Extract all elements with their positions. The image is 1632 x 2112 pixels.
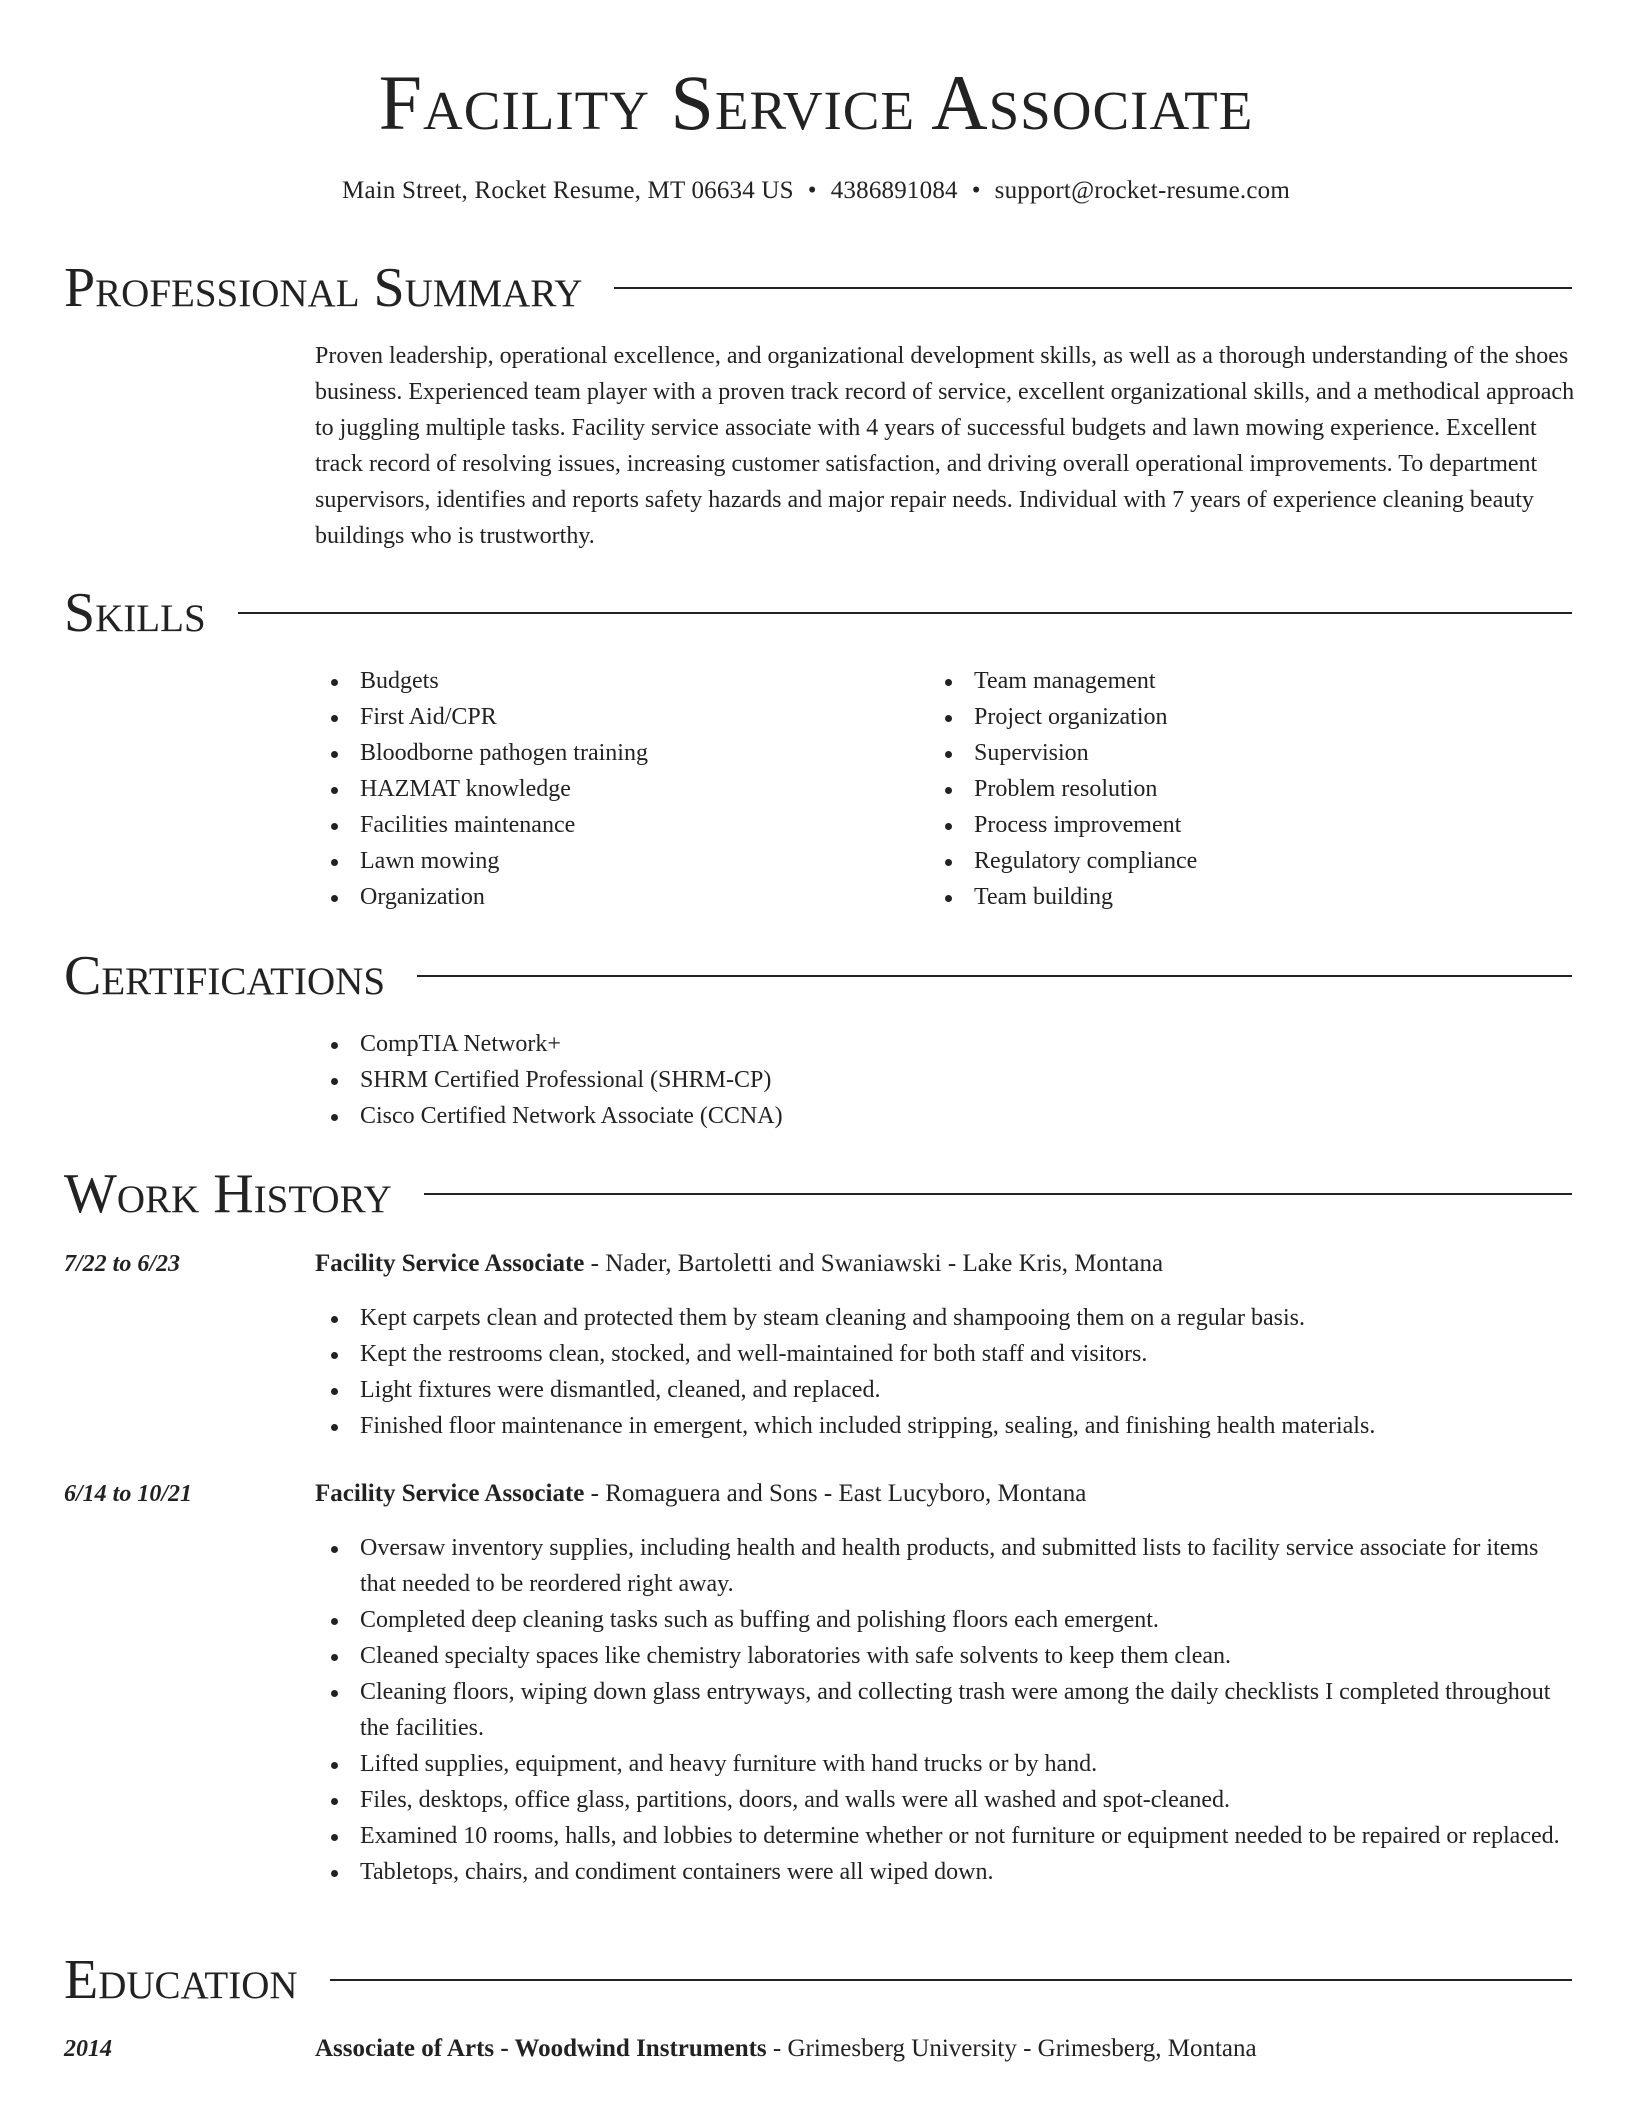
contact-line <box>0 174 1632 208</box>
summary-section-header <box>64 256 1572 320</box>
duty-item: Light fixtures were dismantled, cleaned, and replaced. <box>315 1372 1575 1408</box>
job-dates: 7/22 to 6/23 <box>64 1251 181 1277</box>
duty-item: Oversaw inventory supplies, including health and health products, and submitted lists to facility service associate for items that needed to be reordered right away. <box>315 1530 1575 1602</box>
skill-item: Supervision <box>929 735 1529 771</box>
education-year: 2014 <box>64 2036 112 2062</box>
certification-item: Cisco Certified Network Associate (CCNA) <box>315 1098 1575 1134</box>
job-duties <box>315 1300 1575 1444</box>
section-divider <box>417 975 1572 977</box>
skill-item: Team management <box>929 663 1529 699</box>
skills-section-title: Skills <box>64 582 206 644</box>
duty-item: Cleaning floors, wiping down glass entryways, and collecting trash were among the daily checklists I completed throughout the facilities. <box>315 1674 1575 1746</box>
skill-item: Regulatory compliance <box>929 843 1529 879</box>
job-title: Facility Service Associate <box>315 1480 585 1507</box>
section-divider <box>238 612 1572 614</box>
certifications-section-title: Certifications <box>64 945 386 1007</box>
degree-title: Associate of Arts - Woodwind Instruments <box>315 2035 767 2062</box>
contact-separator: • <box>971 177 981 204</box>
education-section-header <box>64 1948 1572 2012</box>
education-section-title: Education <box>64 1949 298 2011</box>
skill-item: HAZMAT knowledge <box>315 771 915 807</box>
certifications-section-header <box>64 944 1572 1008</box>
work-history-section-title: Work History <box>64 1163 392 1225</box>
work-history-section-header <box>64 1162 1572 1226</box>
contact-email: support@rocket-resume.com <box>994 177 1290 204</box>
job-employer: - Nader, Bartoletti and Swaniawski - Lake Kris, Montana <box>584 1250 1164 1277</box>
section-divider <box>614 287 1572 289</box>
duty-item: Files, desktops, office glass, partitions, doors, and walls were all washed and spot-cleaned. <box>315 1782 1575 1818</box>
certification-item: SHRM Certified Professional (SHRM-CP) <box>315 1062 1575 1098</box>
education-heading <box>315 2031 1575 2067</box>
job-employer: - Romaguera and Sons - East Lucyboro, Montana <box>584 1480 1087 1507</box>
contact-separator: • <box>807 177 817 204</box>
duty-item: Lifted supplies, equipment, and heavy furniture with hand trucks or by hand. <box>315 1746 1575 1782</box>
school-details: - Grimesberg University - Grimesberg, Montana <box>766 2035 1257 2062</box>
certifications-list <box>315 1026 1575 1134</box>
skill-item: Budgets <box>315 663 915 699</box>
skill-item: First Aid/CPR <box>315 699 915 735</box>
duty-item: Completed deep cleaning tasks such as buffing and polishing floors each emergent. <box>315 1602 1575 1638</box>
section-divider <box>330 1979 1572 1981</box>
summary-text: Proven leadership, operational excellence, and organizational development skills, as well as a thorough understanding of the shoes business. Experienced team player with a proven track record of service, excellent organizational skills, and a methodical approach to juggling multiple tasks. Facility service associate with 4 years of successful budgets and lawn mowing experience. Excellent track record of resolving issues, increasing customer satisfaction, and driving overall operational improvements. To department supervisors, identifies and reports safety hazards and major repair needs. Individual with 7 years of experience cleaning beauty buildings who is trustworthy. <box>315 343 1575 549</box>
duty-item: Finished floor maintenance in emergent, which included stripping, sealing, and finishing health materials. <box>315 1408 1575 1444</box>
duty-item: Kept carpets clean and protected them by steam cleaning and shampooing them on a regular basis. <box>315 1300 1575 1336</box>
skills-section-header <box>64 581 1572 645</box>
duty-item: Kept the restrooms clean, stocked, and well-maintained for both staff and visitors. <box>315 1336 1575 1372</box>
job-heading <box>315 1476 1575 1512</box>
skill-item: Facilities maintenance <box>315 807 915 843</box>
duty-item: Cleaned specialty spaces like chemistry laboratories with safe solvents to keep them clean. <box>315 1638 1575 1674</box>
job-duties <box>315 1530 1575 1890</box>
skills-left-list <box>315 663 915 915</box>
skill-item: Lawn mowing <box>315 843 915 879</box>
job-heading <box>315 1246 1575 1282</box>
skill-item: Bloodborne pathogen training <box>315 735 915 771</box>
job-dates: 6/14 to 10/21 <box>64 1481 193 1507</box>
resume-name: Facility Service Associate <box>378 59 1254 146</box>
duty-item: Tabletops, chairs, and condiment containers were all wiped down. <box>315 1854 1575 1890</box>
skill-item: Problem resolution <box>929 771 1529 807</box>
skill-item: Project organization <box>929 699 1529 735</box>
skills-right-column <box>929 663 1529 915</box>
contact-phone: 4386891084 <box>830 177 958 204</box>
job-title: Facility Service Associate <box>315 1250 585 1277</box>
skill-item: Process improvement <box>929 807 1529 843</box>
skill-item: Organization <box>315 879 915 915</box>
section-divider <box>424 1193 1572 1195</box>
certification-item: CompTIA Network+ <box>315 1026 1575 1062</box>
contact-address: Main Street, Rocket Resume, MT 06634 US <box>342 177 794 204</box>
skills-left-column <box>315 663 915 915</box>
skills-right-list <box>929 663 1529 915</box>
summary-section-title: Professional Summary <box>64 257 583 319</box>
skill-item: Team building <box>929 879 1529 915</box>
duty-item: Examined 10 rooms, halls, and lobbies to determine whether or not furniture or equipment needed to be repaired or replaced. <box>315 1818 1575 1854</box>
